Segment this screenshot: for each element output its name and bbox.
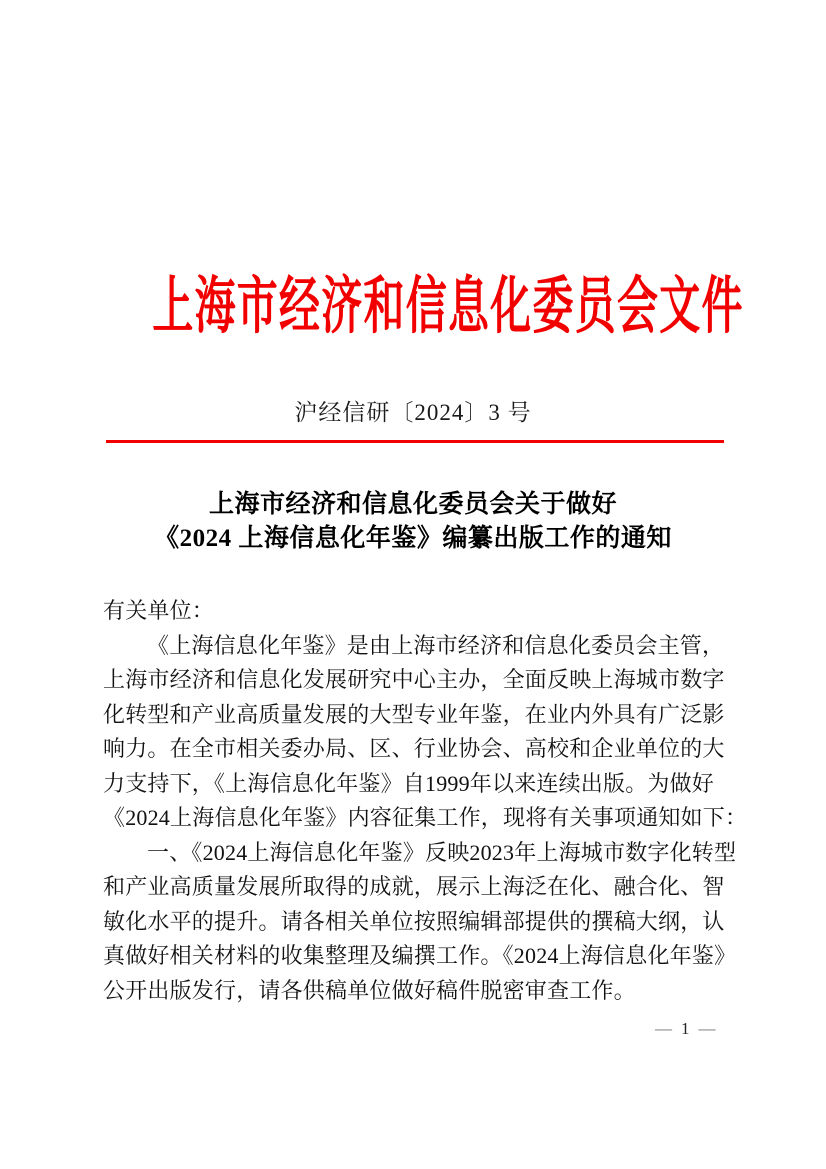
notice-body — [103, 594, 748, 1008]
page-number — [655, 1018, 716, 1040]
body-line: 《上海信息化年鉴》是由上海市经济和信息化委员会主管， — [147, 632, 725, 658]
body-line: 一、《2024上海信息化年鉴》反映2023年上海城市数字化转型 — [147, 839, 737, 865]
body-line: 响力。在全市相关委办局、区、行业协会、高校和企业单位的大 — [103, 736, 725, 761]
agency-letterhead — [0, 270, 826, 344]
body-line: 力支持下，《上海信息化年鉴》自1999年以来连续出版。为做好 — [103, 770, 715, 796]
page-number-value: 1 — [681, 1019, 690, 1038]
notice-title — [0, 488, 826, 556]
body-line: 敏化水平的提升。请各相关单位按照编辑部提供的撰稿大纲，认 — [103, 908, 725, 934]
body-line: 和产业高质量发展所取得的成就，展示上海泛在化、融合化、智 — [103, 874, 725, 899]
body-line: 化转型和产业高质量发展的大型专业年鉴，在业内外具有广泛影 — [103, 701, 725, 727]
body-line: 上海市经济和信息化发展研究中心主办，全面反映上海城市数字 — [103, 667, 725, 692]
body-line: 真做好相关材料的收集整理及编撰工作。《2024上海信息化年鉴》 — [103, 943, 737, 968]
red-divider-line — [106, 440, 724, 443]
page-number-dash-right: — — [698, 1019, 716, 1038]
notice-title-line2: 《2024 上海信息化年鉴》编纂出版工作的通知 — [154, 525, 672, 552]
document-reference-number: 沪经信研〔2024〕3 号 — [294, 400, 532, 425]
body-line-salutation: 有关单位： — [103, 598, 215, 623]
agency-letterhead-title: 上海市经济和信息化委员会文件 — [152, 273, 744, 341]
body-line: 公开出版发行，请各供稿单位做好稿件脱密审查工作。 — [103, 977, 636, 1003]
notice-title-line1: 上海市经济和信息化委员会关于做好 — [208, 491, 617, 518]
body-line: 《2024上海信息化年鉴》内容征集工作，现将有关事项通知如下： — [103, 805, 748, 830]
page-number-dash-left: — — [655, 1019, 672, 1038]
